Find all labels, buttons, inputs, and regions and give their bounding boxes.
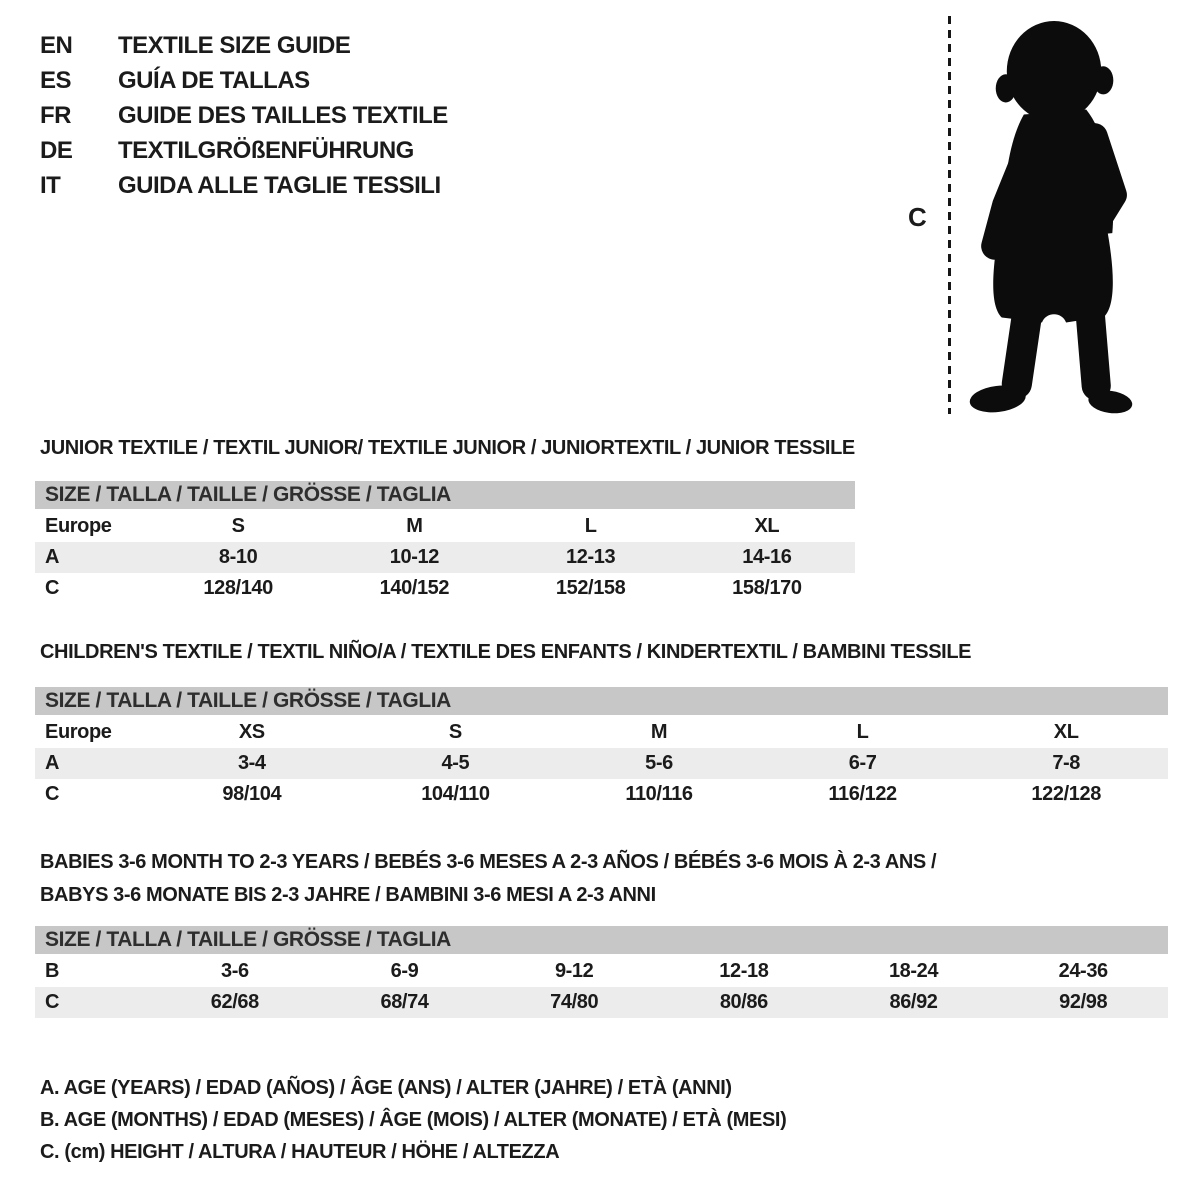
babies-size-table (35, 926, 1168, 1018)
height-measure-dashed-line (948, 16, 951, 414)
language-label: TEXTILE SIZE GUIDE (118, 31, 351, 59)
table-cell: L (856, 721, 869, 743)
table-row (35, 511, 855, 542)
legend-line-b: B. AGE (MONTHS) / EDAD (MESES) / ÂGE (MOIS) / ALTER (MONATE) / ETÀ (MESI) (40, 1109, 787, 1131)
table-row (35, 987, 1168, 1018)
table-cell: 7-8 (1052, 752, 1081, 774)
language-list (40, 28, 448, 203)
size-header-bar: SIZE / TALLA / TAILLE / GRÖSSE / TAGLIA (35, 926, 1168, 954)
table-cell: 158/170 (732, 577, 802, 599)
language-code: DE (40, 136, 73, 164)
table-cell: 3-4 (237, 752, 266, 774)
table-cell: 80/86 (719, 991, 768, 1013)
table-row (35, 779, 1168, 810)
language-label: GUÍA DE TALLAS (118, 66, 310, 94)
table-cell: 12-13 (566, 546, 616, 568)
row-label: C (45, 783, 60, 805)
table-row (35, 717, 1168, 748)
table-cell: 8-10 (218, 546, 258, 568)
row-label: Europe (45, 515, 112, 537)
legend-line-c: C. (cm) HEIGHT / ALTURA / HAUTEUR / HÖHE / ALTEZZA (40, 1141, 560, 1163)
table-cell: M (650, 721, 668, 743)
table-cell: 128/140 (203, 577, 273, 599)
size-header-bar: SIZE / TALLA / TAILLE / GRÖSSE / TAGLIA (35, 481, 855, 509)
table-cell: XL (1053, 721, 1079, 743)
size-header-bar: SIZE / TALLA / TAILLE / GRÖSSE / TAGLIA (35, 687, 1168, 715)
table-cell: 152/158 (555, 577, 626, 599)
table-cell: XS (238, 721, 265, 743)
table-cell: 140/152 (379, 577, 450, 599)
row-label: C (45, 577, 60, 599)
babies-title-line1: BABIES 3-6 MONTH TO 2-3 YEARS / BEBÉS 3-6 MESES A 2-3 AÑOS / BÉBÉS 3-6 MOIS À 2-3 ANS / (40, 851, 937, 873)
table-cell: 110/116 (625, 783, 693, 805)
language-label: GUIDA ALLE TAGLIE TESSILI (118, 171, 441, 199)
table-cell: M (406, 515, 423, 537)
children-size-table (35, 687, 1168, 810)
table-row (35, 956, 1168, 987)
language-label: GUIDE DES TAILLES TEXTILE (118, 101, 448, 129)
language-code: EN (40, 31, 73, 59)
table-cell: 6-7 (848, 752, 877, 774)
language-label: TEXTILGRÖßENFÜHRUNG (118, 136, 414, 164)
legend-line-a: A. AGE (YEARS) / EDAD (AÑOS) / ÂGE (ANS) / ALTER (JAHRE) / ETÀ (ANNI) (40, 1077, 732, 1099)
table-cell: 6-9 (390, 960, 419, 982)
table-cell: 24-36 (1058, 960, 1108, 982)
table-cell: 62/68 (210, 991, 259, 1013)
row-label: Europe (45, 721, 112, 743)
language-row (40, 28, 448, 63)
language-row (40, 98, 448, 133)
table-cell: 4-5 (441, 752, 470, 774)
table-cell: 18-24 (888, 960, 939, 982)
language-row (40, 63, 448, 98)
table-row (35, 573, 855, 604)
table-cell: 68/74 (380, 991, 429, 1013)
toddler-silhouette-image (963, 14, 1135, 416)
legend (40, 1072, 786, 1168)
table-cell: 122/128 (1031, 783, 1101, 805)
table-cell: 86/92 (889, 991, 938, 1013)
row-label: B (45, 960, 60, 982)
babies-title-line2: BABYS 3-6 MONATE BIS 2-3 JAHRE / BAMBINI 3-6 MESI A 2-3 ANNI (40, 884, 656, 906)
babies-section-title (40, 846, 1140, 912)
row-label: C (45, 991, 60, 1013)
table-cell: 12-18 (719, 960, 769, 982)
table-cell: 10-12 (389, 546, 439, 568)
language-code: IT (40, 171, 61, 199)
table-cell: S (231, 515, 245, 537)
table-row (35, 542, 855, 573)
junior-size-table (35, 481, 855, 604)
table-cell: 14-16 (742, 546, 792, 568)
table-cell: 5-6 (645, 752, 673, 774)
language-code: FR (40, 101, 71, 129)
children-section-title: CHILDREN'S TEXTILE / TEXTIL NIÑO/A / TEXTILE DES ENFANTS / KINDERTEXTIL / BAMBINI TESSILE (40, 641, 972, 663)
row-label: A (45, 752, 60, 774)
table-cell: 74/80 (550, 991, 599, 1013)
table-cell: 3-6 (220, 960, 249, 982)
table-cell: XL (754, 515, 780, 537)
measure-label-c: C (908, 202, 927, 232)
table-cell: S (448, 721, 462, 743)
table-cell: 98/104 (222, 783, 282, 805)
table-cell: 92/98 (1059, 991, 1108, 1013)
language-code: ES (40, 66, 72, 94)
row-label: A (45, 546, 60, 568)
junior-section-title: JUNIOR TEXTILE / TEXTIL JUNIOR/ TEXTILE JUNIOR / JUNIORTEXTIL / JUNIOR TESSILE (40, 437, 855, 459)
table-cell: 9-12 (554, 960, 594, 982)
table-cell: L (584, 515, 597, 537)
table-row (35, 748, 1168, 779)
table-cell: 104/110 (421, 783, 490, 805)
language-row (40, 168, 448, 203)
language-row (40, 133, 448, 168)
table-cell: 116/122 (828, 783, 897, 805)
